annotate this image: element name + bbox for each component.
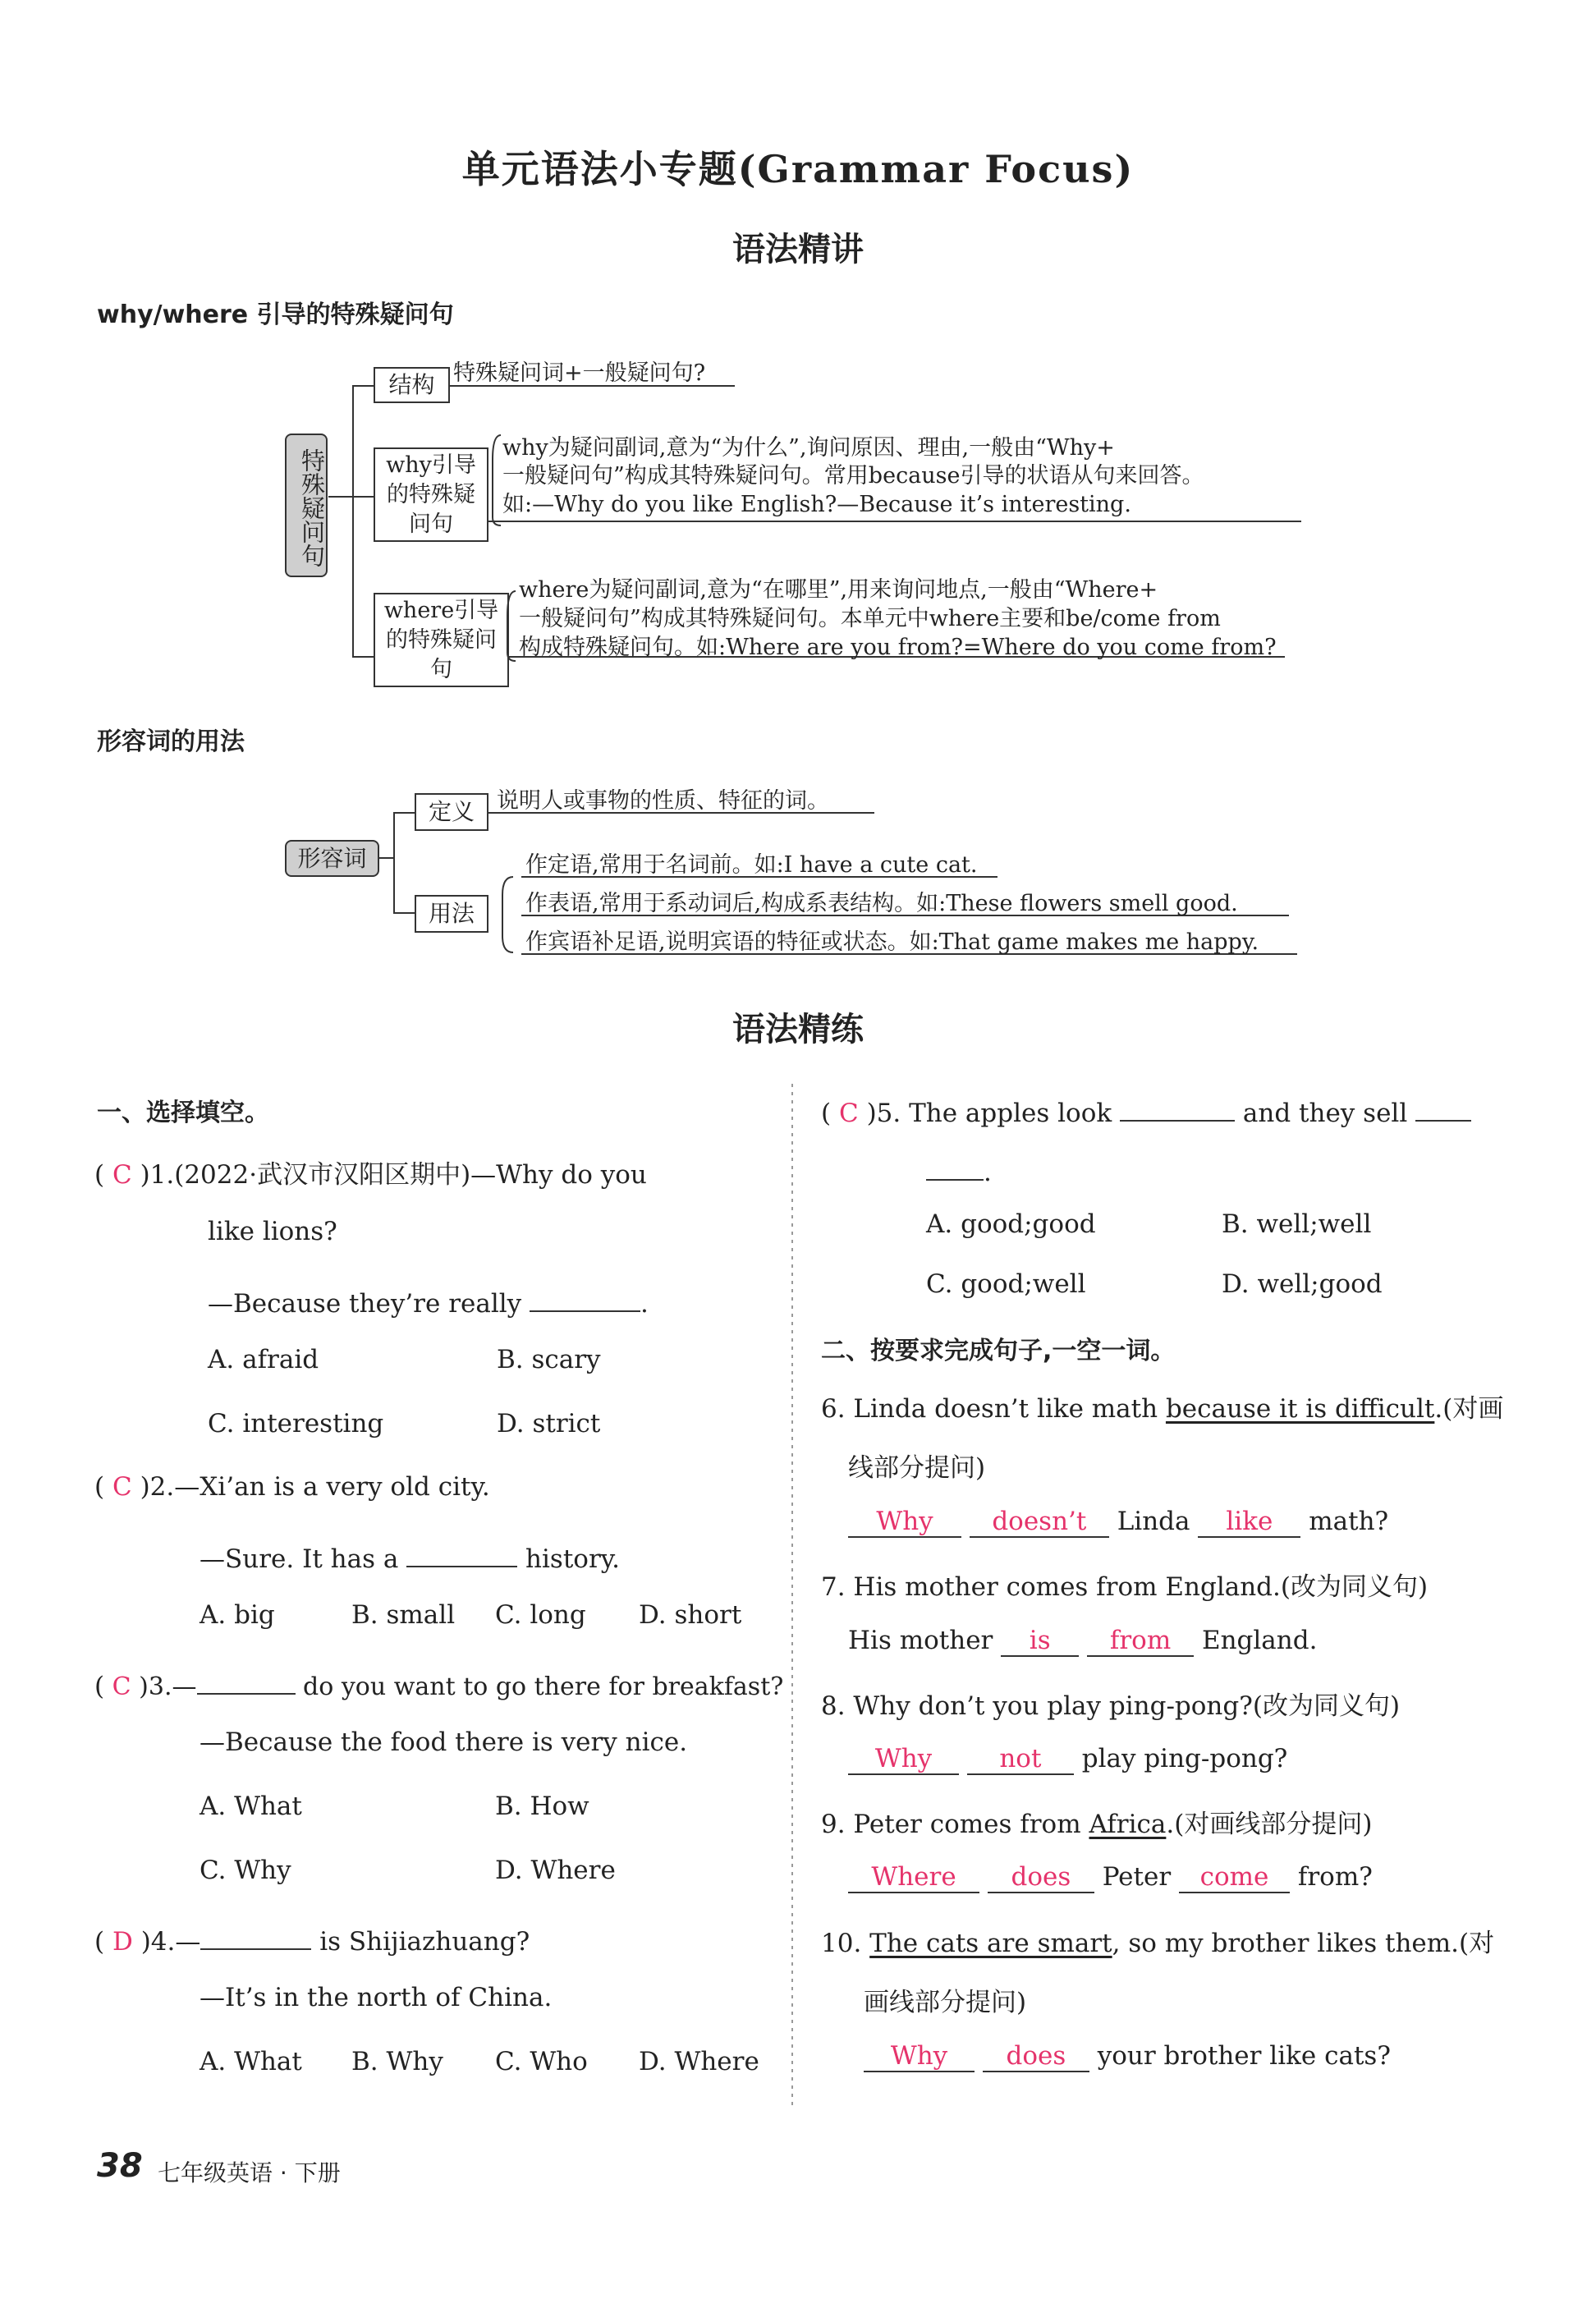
branch-usage-label: 用法 [415,895,488,933]
option-a: A. big [200,1600,275,1630]
question-10-line2: 画线部分提问) [864,1988,1027,2017]
answer-2: C [112,1472,132,1502]
question-7-answer: His mother is from England. [848,1626,1318,1655]
branch-where-label: where引导的特殊疑问句 [374,593,509,687]
option-c: C. interesting [208,1409,384,1438]
blank[interactable] [200,1919,311,1950]
blank[interactable] [1120,1090,1235,1122]
question-9-answer: Where does Peter come from? [848,1862,1373,1893]
usage-attributive: 作定语,常用于名词前。如:I have a cute cat. [525,852,978,878]
blank[interactable] [1415,1090,1471,1122]
answer-blank[interactable]: Why [848,1507,961,1538]
answer-blank[interactable]: does [983,2041,1089,2072]
usage-complement: 作宾语补足语,说明宾语的特征或状态。如:That game makes me happy. [525,929,1259,955]
branch-definition-label: 定义 [415,793,488,831]
question-4-line2: —It’s in the north of China. [200,1983,553,2012]
footer-book-title: 七年级英语 · 下册 [158,2159,341,2186]
topic2-heading: 形容词的用法 [97,727,245,756]
question-1-line2: —Because they’re really . [208,1281,649,1319]
question-2: ( C )2.—Xi’an is a very old city. [94,1472,490,1502]
usage-predicative: 作表语,常用于系动词后,构成系表结构。如:These flowers smell good. [525,891,1238,916]
blank[interactable] [926,1149,984,1181]
answer-5: C [838,1099,859,1128]
option-c: C. long [495,1600,586,1630]
answer-blank[interactable]: not [967,1744,1074,1775]
question-10: 10. The cats are smart, so my brother likes them.(对 [821,1929,1495,1958]
option-a: A. good;good [926,1209,1096,1239]
branch-where-line1: where为疑问副词,意为“在哪里”,用来询问地点,一般由“Where+ [519,577,1158,603]
option-b: B. scary [497,1345,601,1374]
option-d: D. well;good [1222,1269,1383,1299]
part1-heading: 一、选择填空。 [97,1099,269,1127]
branch-why-label: why引导的特殊疑问句 [374,447,488,542]
option-b: B. How [495,1792,589,1821]
question-3: ( C )3.— do you want to go there for breakfast? [94,1663,783,1701]
answer-4: D [112,1927,133,1957]
blank[interactable] [530,1281,640,1312]
branch-where-line2: 一般疑问句”构成其特殊疑问句。本单元中where主要和be/come from [519,606,1221,631]
question-6-line2: 线部分提问) [848,1453,986,1483]
option-d: D. Where [639,2047,759,2076]
option-a: A. afraid [208,1345,319,1374]
option-a: A. What [200,1792,302,1821]
branch-structure-label: 结构 [374,367,450,403]
option-c: C. Why [200,1856,291,1885]
question-7: 7. His mother comes from England.(改为同义句) [821,1572,1429,1602]
option-a: A. What [200,2047,302,2076]
part2-heading: 二、按要求完成句子,一空一词。 [821,1337,1176,1365]
branch-structure-text: 特殊疑问词+一般疑问句? [453,360,706,386]
question-1-stem2: like lions? [208,1217,337,1246]
question-5-line2: . [926,1149,992,1187]
answer-blank[interactable]: come [1179,1862,1290,1893]
option-c: C. Who [495,2047,588,2076]
section-grammar-practice: 语法精练 [732,1011,864,1048]
option-b: B. small [351,1600,456,1630]
answer-3: C [112,1672,131,1701]
answer-1: C [112,1160,132,1190]
mindmap-root-special-questions: 特殊疑问句 [285,434,328,577]
question-1: ( C )1.(2022·武汉市汉阳区期中)—Why do you [94,1160,647,1190]
answer-blank[interactable]: does [988,1862,1094,1893]
option-b: B. well;well [1222,1209,1372,1239]
question-6: 6. Linda doesn’t like math because it is difficult.(对画 [821,1394,1504,1424]
answer-blank[interactable]: Why [848,1744,959,1775]
answer-blank[interactable]: Where [848,1862,979,1893]
topic1-heading: why/where 引导的特殊疑问句 [97,301,454,329]
option-d: D. Where [495,1856,616,1885]
question-8-answer: Why not play ping-pong? [848,1744,1287,1775]
option-d: D. strict [497,1409,601,1438]
option-b: B. Why [351,2047,443,2076]
question-10-answer: Why does your brother like cats? [864,2041,1391,2072]
answer-blank[interactable]: from [1087,1626,1194,1657]
option-d: D. short [639,1600,742,1630]
question-4: ( D )4.— is Shijiazhuang? [94,1919,530,1957]
question-3-line2: —Because the food there is very nice. [200,1727,688,1757]
question-9: 9. Peter comes from Africa.(对画线部分提问) [821,1810,1373,1839]
branch-why-line1: why为疑问副词,意为“为什么”,询问原因、理由,一般由“Why+ [502,435,1115,461]
answer-blank[interactable]: Why [864,2041,975,2072]
mindmap-root-adjectives: 形容词 [285,840,379,877]
blank[interactable] [197,1663,296,1695]
question-6-answer: Why doesn’t Linda like math? [848,1507,1388,1538]
branch-where-line3: 构成特殊疑问句。如:Where are you from?=Where do you come from? [519,635,1277,660]
answer-blank[interactable]: is [1001,1626,1079,1657]
branch-why-line3: 如:—Why do you like English?—Because it’s interesting. [502,492,1131,517]
question-2-line2: —Sure. It has a history. [200,1536,620,1574]
blank[interactable] [406,1536,517,1567]
answer-blank[interactable]: doesn’t [970,1507,1109,1538]
section-grammar-explanation: 语法精讲 [732,231,864,268]
page-title: 单元语法小专题(Grammar Focus) [461,147,1135,191]
branch-definition-text: 说明人或事物的性质、特征的词。 [497,788,829,814]
option-c: C. good;well [926,1269,1086,1299]
branch-why-line2: 一般疑问句”构成其特殊疑问句。常用because引导的状语从句来回答。 [502,463,1204,489]
answer-blank[interactable]: like [1198,1507,1300,1538]
page-number: 38 [97,2147,143,2185]
question-5: ( C )5. The apples look and they sell [821,1090,1471,1128]
question-8: 8. Why don’t you play ping-pong?(改为同义句) [821,1691,1401,1721]
